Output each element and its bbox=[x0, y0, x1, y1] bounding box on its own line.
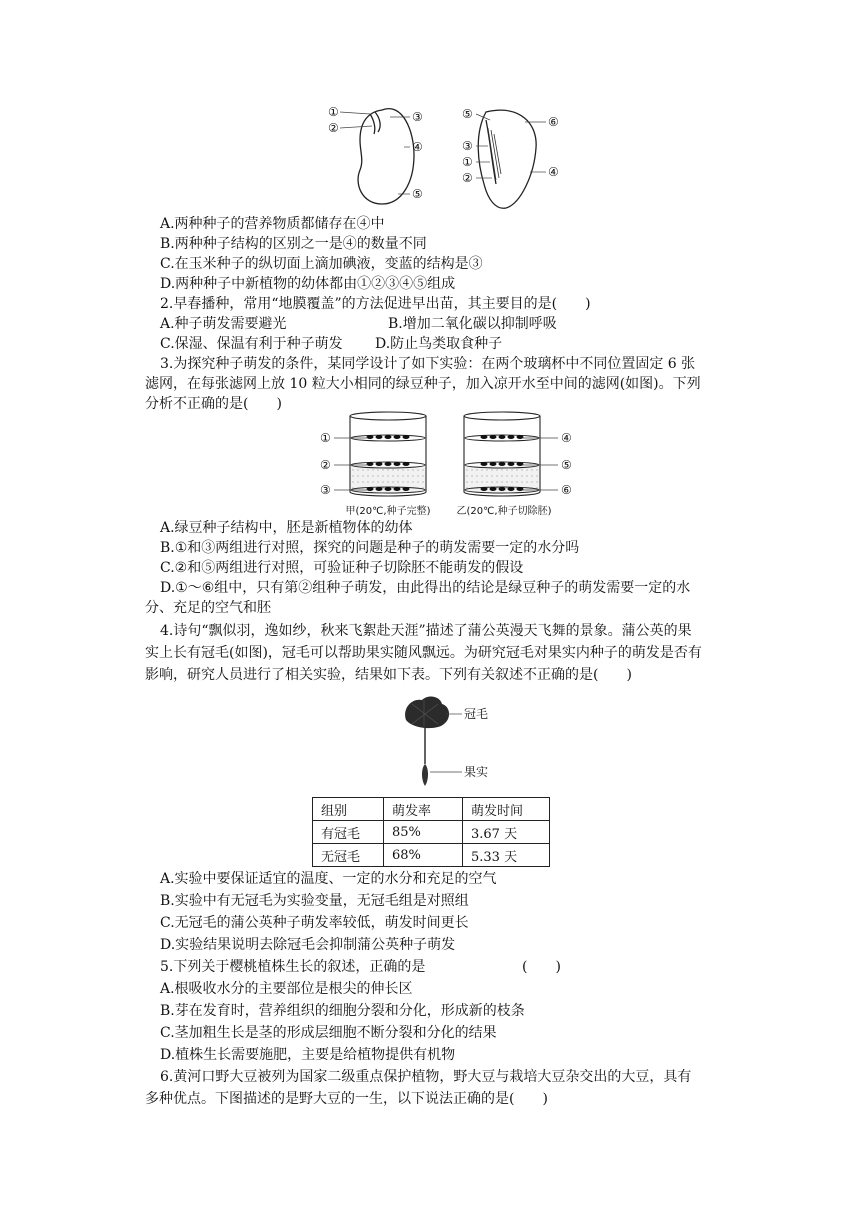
table-header: 萌发时间 bbox=[463, 798, 550, 821]
bean-label: ④ bbox=[412, 140, 423, 154]
bean-label: ⑤ bbox=[412, 187, 423, 201]
q3-option-d: D.①～⑥组中，只有第②组种子萌发，由此得出的结论是绿豆种子的萌发需要一定的水 bbox=[160, 580, 691, 596]
q5-option-b: B.芽在发育时，营养组织的细胞分裂和分化，形成新的枝条 bbox=[160, 1003, 525, 1019]
cup-a-label: ② bbox=[320, 458, 331, 472]
q2-option-c: C.保湿、保温有利于种子萌发 bbox=[160, 336, 343, 352]
q1-option-d: D.两种种子中新植物的幼体都由①②③④⑤组成 bbox=[160, 276, 456, 292]
bean-radicle bbox=[370, 114, 375, 134]
q4-stem: 实上长有冠毛(如图)，冠毛可以帮助果实随风飘远。为研究冠毛对果实内种子的萌发是否有 bbox=[145, 645, 702, 661]
bean-label: ① bbox=[328, 105, 339, 119]
q5-stem: 5.下列关于樱桃植株生长的叙述，正确的是 bbox=[160, 959, 426, 975]
table-cell: 无冠毛 bbox=[313, 844, 384, 867]
bean-label: ② bbox=[328, 121, 339, 135]
dandelion-fruit-figure bbox=[398, 694, 528, 790]
q3-stem: 滤网，在每张滤网上放 10 粒大小相同的绿豆种子，加入凉开水至中间的滤网(如图)。下列 bbox=[145, 376, 701, 392]
bean-seed-outline bbox=[358, 109, 414, 204]
q3-stem: 3.为探究种子萌发的条件，某同学设计了如下实验：在两个玻璃杯中不同位置固定 6 张 bbox=[160, 356, 696, 372]
table-cell: 5.33 天 bbox=[463, 844, 550, 867]
table-cell: 68% bbox=[384, 844, 463, 867]
cup-a-caption: 甲(20℃,种子完整) bbox=[345, 506, 431, 517]
bean-label: ③ bbox=[412, 110, 423, 124]
corn-label: ① bbox=[462, 155, 473, 169]
corn-label: ⑤ bbox=[462, 107, 473, 121]
table-header: 萌发率 bbox=[384, 798, 463, 821]
table-header: 组别 bbox=[313, 798, 384, 821]
q4-option-b: B.实验中有无冠毛为实验变量，无冠毛组是对照组 bbox=[160, 893, 469, 909]
table-cell: 有冠毛 bbox=[313, 821, 384, 844]
q4-stem: 4.诗句“飘似羽，逸如纱，秋来飞絮赴天涯”描述了蒲公英漫天飞舞的景象。蒲公英的果 bbox=[160, 623, 692, 639]
corn-label: ③ bbox=[462, 139, 473, 153]
table-cell: 3.67 天 bbox=[463, 821, 550, 844]
q4-option-c: C.无冠毛的蒲公英种子萌发率较低，萌发时间更长 bbox=[160, 915, 469, 931]
q3-option-a: A.绿豆种子结构中，胚是新植物体的幼体 bbox=[160, 520, 413, 536]
table-header-row bbox=[313, 798, 550, 821]
q1-option-c: C.在玉米种子的纵切面上滴加碘液，变蓝的结构是③ bbox=[160, 256, 483, 272]
cup-b-caption: 乙(20℃,种子切除胚) bbox=[456, 506, 552, 517]
cup-b-label: ④ bbox=[561, 431, 572, 445]
cup-b-label: ⑤ bbox=[561, 458, 572, 472]
q4-option-d: D.实验结果说明去除冠毛会抑制蒲公英种子萌发 bbox=[160, 937, 456, 953]
q5-answer-bracket: ( ) bbox=[522, 959, 561, 975]
q2-stem: 2.早春播种，常用“地膜覆盖”的方法促进早出苗，其主要目的是( ) bbox=[160, 296, 591, 312]
q1-option-b: B.两种种子结构的区别之一是④的数量不同 bbox=[160, 236, 427, 252]
q4-stem: 影响，研究人员进行了相关实验，结果如下表。下列有关叙述不正确的是( ) bbox=[145, 667, 632, 683]
table-cell: 85% bbox=[384, 821, 463, 844]
table-row bbox=[313, 821, 550, 844]
corn-label: ② bbox=[462, 171, 473, 185]
q2-option-a: A.种子萌发需要避光 bbox=[160, 316, 287, 332]
seed-structure-figure bbox=[320, 100, 570, 212]
corn-label: ⑥ bbox=[548, 115, 559, 129]
q2-option-d: D.防止鸟类取食种子 bbox=[375, 336, 503, 352]
q6-stem: 6.黄河口野大豆被列为国家二级重点保护植物，野大豆与栽培大豆杂交出的大豆，具有 bbox=[160, 1069, 692, 1085]
cup-a-label: ① bbox=[320, 431, 331, 445]
fruit-label: 果实 bbox=[464, 765, 489, 779]
q6-stem: 多种优点。下图描述的是野大豆的一生，以下说法正确的是( ) bbox=[145, 1091, 548, 1107]
corn-label: ④ bbox=[548, 165, 559, 179]
q5-option-d: D.植株生长需要施肥，主要是给植物提供有机物 bbox=[160, 1047, 456, 1063]
cup-a-label: ③ bbox=[320, 483, 331, 497]
table-row bbox=[313, 844, 550, 867]
q1-option-a: A.两种种子的营养物质都储存在④中 bbox=[160, 216, 385, 232]
q5-option-c: C.茎加粗生长是茎的形成层细胞不断分裂和分化的结果 bbox=[160, 1025, 497, 1041]
q3-option-c: C.②和⑤两组进行对照，可验证种子切除胚不能萌发的假设 bbox=[160, 560, 524, 576]
q3-stem: 分析不正确的是( ) bbox=[145, 396, 282, 412]
fruit-body bbox=[422, 764, 428, 786]
pappus-label: 冠毛 bbox=[464, 707, 489, 721]
cup-b-label: ⑥ bbox=[561, 483, 572, 497]
results-table bbox=[312, 797, 550, 867]
q4-option-a: A.实验中要保证适宜的温度、一定的水分和充足的空气 bbox=[160, 871, 497, 887]
q2-option-b: B.增加二氧化碳以抑制呼吸 bbox=[388, 316, 557, 332]
germination-cups-figure bbox=[318, 408, 580, 520]
q3-option-d-cont: 分、充足的空气和胚 bbox=[145, 600, 271, 616]
q3-option-b: B.①和③两组进行对照，探究的问题是种子的萌发需要一定的水分吗 bbox=[160, 540, 580, 556]
q5-option-a: A.根吸收水分的主要部位是根尖的伸长区 bbox=[160, 981, 413, 997]
